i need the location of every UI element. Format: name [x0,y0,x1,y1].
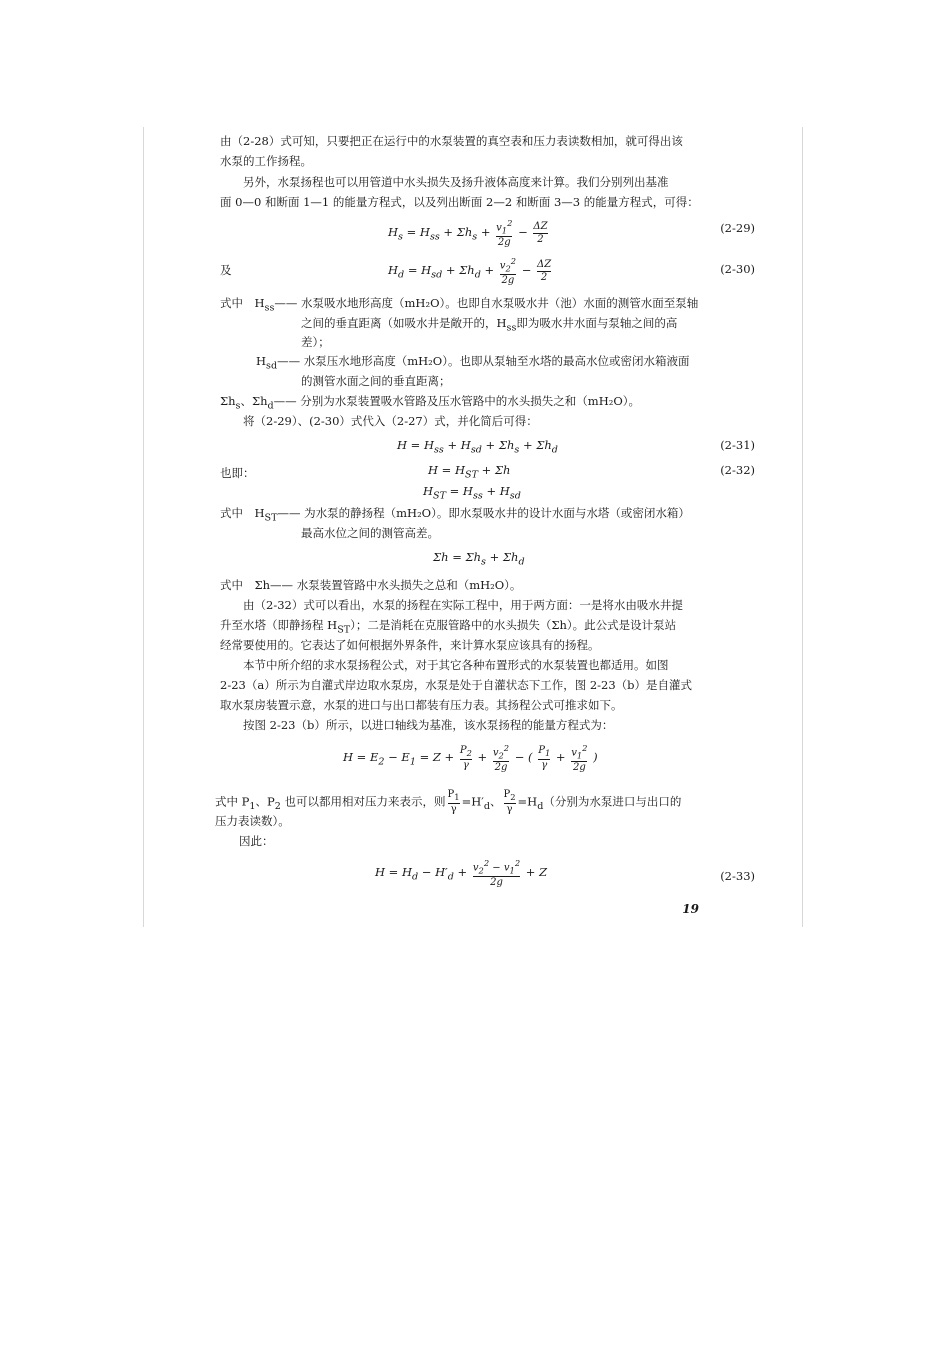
text-line: 本节中所介绍的求水泵扬程公式，对于其它各种布置形式的水泵装置也都适用。如图 [243,658,669,672]
equation-number: (2-31) [720,438,755,452]
text-line: 及 [220,263,232,277]
equation-number: (2-33) [720,869,755,883]
text-line: 的测管水面之间的垂直距离； [301,374,451,388]
equation-sum-h: $\Sigma h = \Sigma h_s + \Sigma h_d$ [433,550,525,568]
text-line: 按图 2-23（b）所示，以进口轴线为基准，该水泵扬程的能量方程式为： [243,718,614,732]
text-line: 压力表读数）。 [215,814,290,828]
equation-number: (2-32) [720,463,755,477]
equation-hst: $H_{ST} = H_{ss} + H_{sd}$ [423,484,521,502]
text-line: 式中 $H_{ST}——$ 为水泵的静扬程（mH₂O）。即水泵吸水井的设计水面与水塔（或密闭水箱） [220,506,690,524]
text-line: 式中 $P_1$、$P_2$ 也可以都用相对压力来表示，则 $\frac{P_1}{\gamma}$ $=H'_d$、 $\frac{P_2}{\gamma}$ $=H_d$（分别为水泵进口与出口的 [215,789,682,815]
text-line: 由（2-28）式可知，只要把正在运行中的水泵装置的真空表和压力表读数相加，就可得出该 [220,134,683,148]
text-line: $H_{sd}——$ 水泵压水地形高度（mH₂O）。也即从泵轴至水塔的最高水位或密闭水箱液面 [256,354,690,372]
text-line: 之间的垂直距离（如吸水井是敞开的，$H_{ss}$即为吸水井水面与泵轴之间的高 [301,316,678,334]
text-line: $\Sigma h_s$、$\Sigma h_d——$ 分别为水泵装置吸水管路及压水管路中的水头损失之和（mH₂O）。 [220,394,641,412]
text-line: 最高水位之间的测管高差。 [301,526,439,540]
text-line: 经常要使用的。它表达了如何根据外界条件，来计算水泵应该具有的扬程。 [220,638,600,652]
equation-2-29: $H_s = H_{ss} + \Sigma h_s$ + $\frac{v_1^2}{2g}$ − $\frac{\Delta Z}{2}$ [388,218,548,249]
equation-2-32: $H = H_{ST} + \Sigma h$ [428,463,511,481]
text-line: 升至水塔（即静扬程 $H_{ST}$）；二是消耗在克服管路中的水头损失（Σh）。此公式是设计泵站 [220,618,677,636]
page-right-border [802,127,803,927]
page-number: 19 [682,902,699,916]
equation-2-33: $H = H_d - H'_d$ + $\frac{v_2^2 - v_1^2}{2g}$ + Z [375,858,548,889]
text-line: 也即： [220,466,255,480]
text-line: 2-23（a）所示为自灌式岸边取水泵房，水泵是处于自灌状态下工作，图 2-23（b）是自灌式 [220,678,693,692]
equation-2-31: $H = H_{ss} + H_{sd} + \Sigma h_s + \Sigma h_d$ [397,438,558,456]
equation-2-30: $H_d = H_{sd} + \Sigma h_d$ + $\frac{v_2^2}{2g}$ − $\frac{\Delta Z}{2}$ [388,256,552,287]
text-line: 式中 $H_{ss}——$ 水泵吸水地形高度（mH₂O）。也即自水泵吸水井（池）水面的测管水面至泵轴 [220,296,699,314]
text-line: 因此： [239,834,274,848]
page-left-border [143,127,144,927]
text-line: 面 0—0 和断面 1—1 的能量方程式，以及列出断面 2—2 和断面 3—3 的能量方程式，可得： [220,195,699,209]
equation-energy: $H = E_2 - E_1 = Z$ + $\frac{P_2}{\gamma}$ + $\frac{v_2^2}{2g}$ − ( $\frac{P_1}{\gamma}$ + $\frac{v_1^2}{2g}$ ) [343,743,598,774]
text-line: 另外，水泵扬程也可以用管道中水头损失及扬升液体高度来计算。我们分别列出基准 [243,175,669,189]
equation-number: (2-29) [720,221,755,235]
text-line: 水泵的工作扬程。 [220,154,312,168]
text-line: 将（2-29）、(2-30）式代入（2-27）式，并化简后可得： [243,414,538,428]
text-line: 差）； [301,335,330,349]
document-page [143,127,803,927]
equation-number: (2-30) [720,262,755,276]
text-line: 取水泵房装置示意，水泵的进口与出口都装有压力表。其扬程公式可推求如下。 [220,698,623,712]
text-line: 由（2-32）式可以看出，水泵的扬程在实际工程中，用于两方面：一是将水由吸水井提 [243,598,683,612]
text-line: 式中 Σh—— 水泵装置管路中水头损失之总和（mH₂O）。 [220,578,522,592]
